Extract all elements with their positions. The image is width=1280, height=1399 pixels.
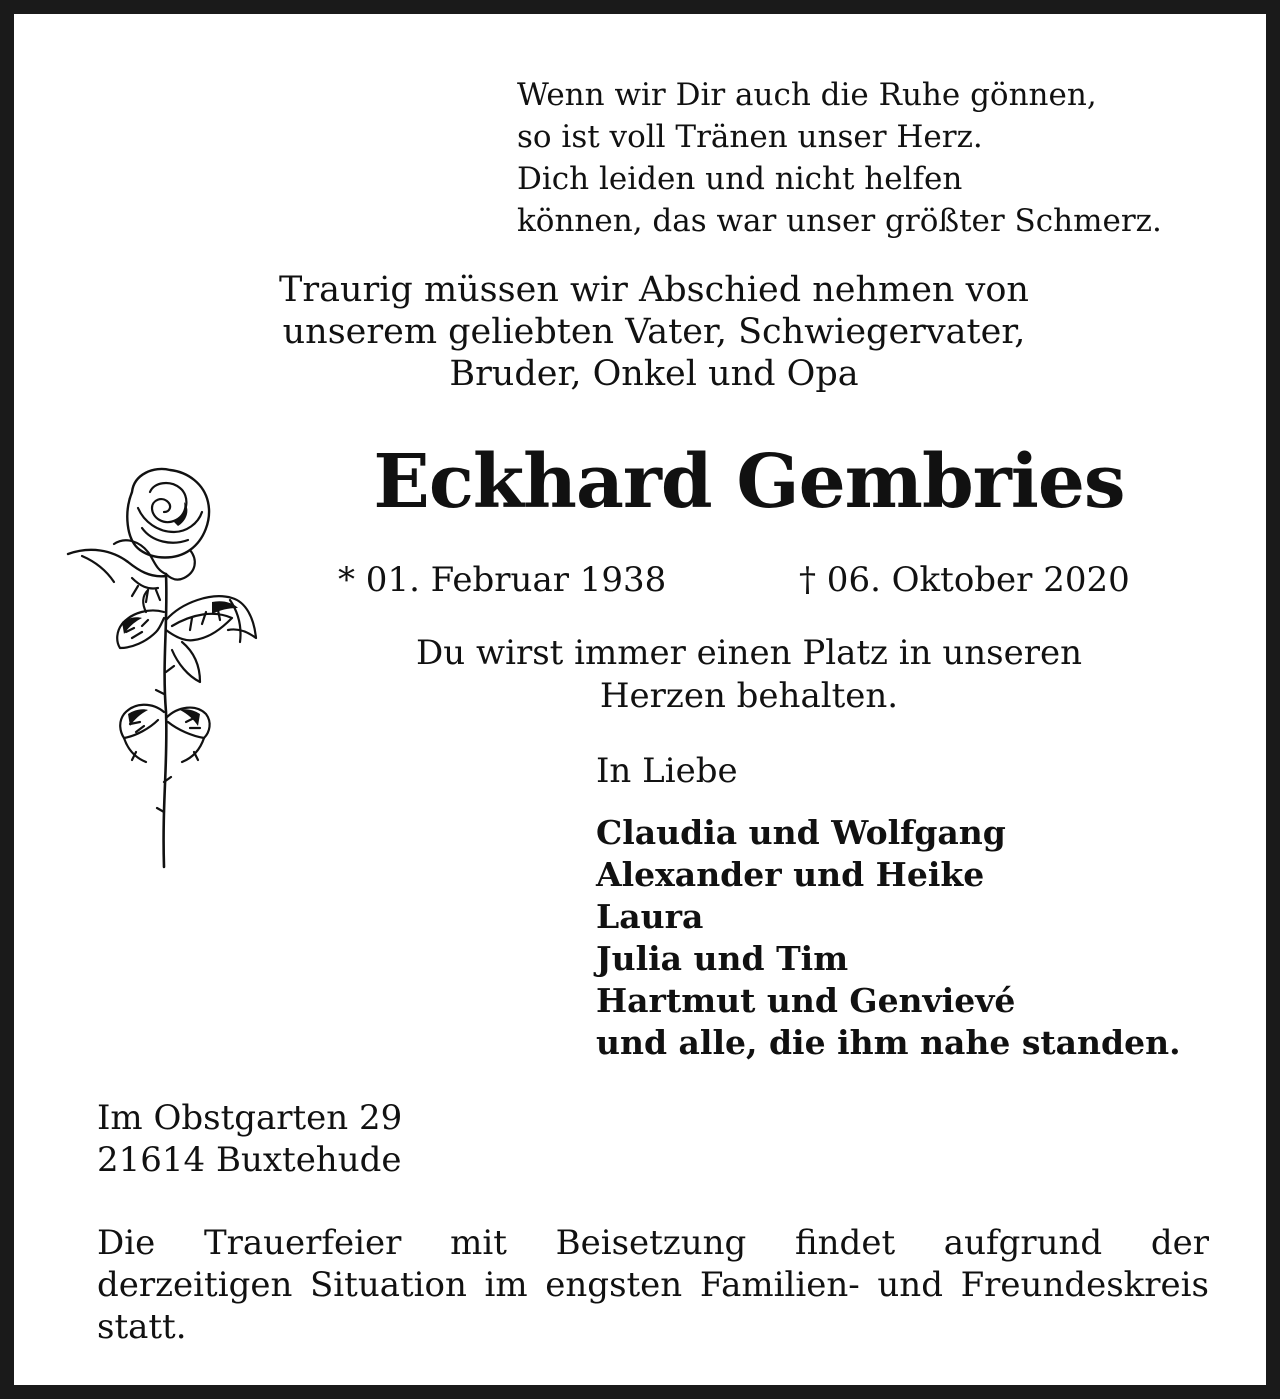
family-member: Alexander und Heike <box>596 855 985 894</box>
family-member: Julia und Tim <box>596 939 849 978</box>
birth-date: * 01. Februar 1938 <box>338 560 667 600</box>
quote-line: Herzen behalten. <box>599 676 899 716</box>
address <box>97 1097 402 1181</box>
deceased-name: Eckhard Gembries <box>373 439 1125 525</box>
rose-icon <box>62 462 262 872</box>
poem-line: so ist voll Tränen unser Herz. <box>517 119 983 155</box>
notice-line: statt. <box>97 1307 187 1347</box>
quote <box>349 632 1149 718</box>
family-member: Claudia und Wolfgang <box>596 813 1006 852</box>
funeral-notice <box>97 1222 1209 1348</box>
notice-line: derzeitigen Situation im engsten Familien- und Freundeskreis <box>97 1265 1209 1305</box>
poem-line: Wenn wir Dir auch die Ruhe gönnen, <box>517 77 1097 113</box>
quote-line: Du wirst immer einen Platz in unseren <box>416 633 1082 673</box>
poem-line: können, das war unser größter Schmerz. <box>517 203 1162 239</box>
family-member: und alle, die ihm nahe standen. <box>596 1023 1181 1062</box>
notice-line: Die Trauerfeier mit Beisetzung findet aufgrund der <box>97 1223 1209 1263</box>
intro-line: Traurig müssen wir Abschied nehmen von <box>279 270 1029 310</box>
intro-text <box>154 269 1154 395</box>
poem <box>517 74 1162 242</box>
address-street: Im Obstgarten 29 <box>97 1098 403 1138</box>
family-member: Hartmut und Genvievé <box>596 981 1016 1020</box>
in-love-label: In Liebe <box>596 751 738 791</box>
intro-line: Bruder, Onkel und Opa <box>449 354 859 394</box>
death-date: † 06. Oktober 2020 <box>799 560 1130 600</box>
address-city: 21614 Buxtehude <box>97 1140 402 1180</box>
family-list <box>596 812 1181 1064</box>
poem-line: Dich leiden und nicht helfen <box>517 161 963 197</box>
intro-line: unserem geliebten Vater, Schwiegervater, <box>282 312 1026 352</box>
family-member: Laura <box>596 897 704 936</box>
